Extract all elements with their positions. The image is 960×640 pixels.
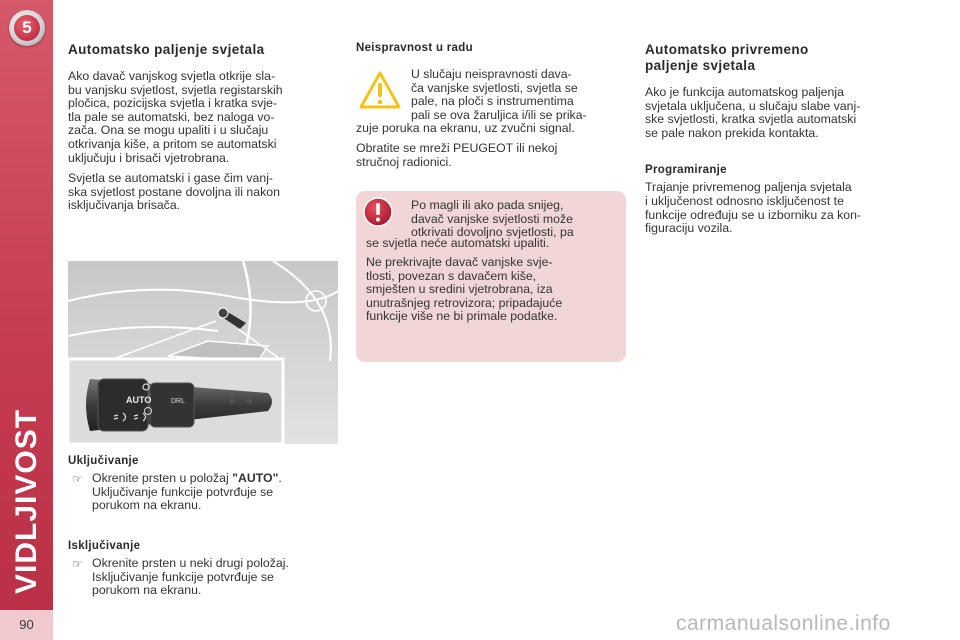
auto-position-label: "AUTO" xyxy=(232,471,279,485)
text-line: porukom na ekranu. xyxy=(92,498,202,513)
text-line: Uključivanje funkcije potvrđuje se xyxy=(92,484,274,499)
text-line: tla pale se automatski, bez naloga vo- xyxy=(68,109,275,124)
text-line: bu vanjsku svjetlost, svjetla registarskih xyxy=(68,82,283,97)
text-line: pali se ova žaruljica i/ili se prika- xyxy=(411,107,587,122)
paragraph-programming xyxy=(645,181,915,235)
malfunction-warning-text-cont: zuje poruka na ekranu, uz zvučni signal. xyxy=(356,121,575,135)
text-line: Okrenite prsten u neki drugi položaj. xyxy=(92,556,289,570)
section-heading-malfunction: Neispravnost u radu xyxy=(356,42,473,54)
text-line: uključuju i brisači vjetrobrana. xyxy=(68,150,230,165)
text-line: unutrašnjeg retrovizora; pripadajuće xyxy=(366,295,563,310)
text-line: ske svjetlosti, kratka svjetla automatski xyxy=(645,112,857,127)
text-line: Ako davač vanjskog svjetla otkrije sla- xyxy=(68,69,276,83)
paragraph-auto-lights-1 xyxy=(68,70,338,165)
text-line: Ako je funkcija automatskog paljenja xyxy=(645,85,844,99)
exclamation-circle-icon xyxy=(363,197,393,227)
text-line: Trajanje privremenog paljenja svjetala xyxy=(645,180,852,195)
text-line: isključivanja brisača. xyxy=(68,198,181,213)
text-line: Isključivanje funkcije potvrđuje se xyxy=(92,569,274,584)
text-line: Ne prekrivajte davač vanjske svje- xyxy=(366,255,553,269)
page-number-box xyxy=(0,610,53,640)
chapter-title: VIDLJIVOST xyxy=(10,408,43,594)
text-line: i uključenost odnosno isključenost te xyxy=(645,193,844,208)
text-line: pale, na ploči s instrumentima xyxy=(411,94,574,109)
off-heading: Isključivanje xyxy=(68,540,141,552)
watermark: carmanualsonline.info xyxy=(676,612,891,635)
text-line: tlosti, povezan s davačem kiše, xyxy=(366,268,537,283)
fog-snow-note-text xyxy=(411,199,616,240)
on-instructions xyxy=(92,472,338,513)
text-line: smješten u sredini vjetrobrana, iza xyxy=(366,282,553,297)
text-line: figuraciju vozila. xyxy=(645,221,733,236)
programming-heading: Programiranje xyxy=(645,164,727,177)
text-line: svjetala uključena, u slučaju slabe vanj- xyxy=(645,98,861,113)
text-line: otkrivanja kiše, a pritom se automatski xyxy=(68,136,277,151)
text-line: funkcije određuju se u izborniku za kon- xyxy=(645,207,862,222)
warning-triangle-icon xyxy=(358,70,402,110)
text-line: Svjetla se automatski i gase čim vanj- xyxy=(68,171,274,186)
lighting-stalk-illustration xyxy=(68,261,338,444)
paragraph-auto-lights-2 xyxy=(68,172,338,213)
pointer-bullet-icon: ☞ xyxy=(72,472,83,486)
on-heading: Uključivanje xyxy=(68,455,139,467)
page-number: 90 xyxy=(19,617,34,632)
section-heading-temporary-lights xyxy=(645,42,915,74)
malfunction-warning-text xyxy=(411,68,626,122)
text-line: davač vanjske svjetlosti može xyxy=(411,211,573,226)
left-column xyxy=(68,42,338,213)
text-line: Obratite se mreži PEUGEOT ili nekoj xyxy=(356,141,558,155)
pointer-bullet-icon: ☞ xyxy=(72,557,83,571)
right-column xyxy=(645,42,915,236)
text-line: ča vanjske svjetlosti, svjetla se xyxy=(411,80,578,95)
chapter-sidebar xyxy=(0,0,53,610)
text-line: ska svjetlost postane dovoljna ili nakon xyxy=(68,184,280,199)
text-line: . xyxy=(278,471,282,485)
text-line: funkcije više ne bi primale podatke. xyxy=(366,309,558,324)
paragraph-temporary-lights xyxy=(645,86,915,140)
auto-label: AUTO xyxy=(126,395,152,405)
text-line: U slučaju neispravnosti dava- xyxy=(411,67,572,81)
stalk-drawing xyxy=(68,261,338,444)
text-line: Okrenite prsten u položaj xyxy=(92,471,233,485)
chapter-number: 5 xyxy=(14,15,40,41)
chapter-badge xyxy=(9,10,45,46)
heading-line: Automatsko privremeno xyxy=(645,42,809,57)
middle-column xyxy=(356,42,626,54)
text-line: zača. Ona se mogu upaliti i u slučaju xyxy=(68,123,269,138)
fog-snow-note-text-cont: se svjetla neće automatski upaliti. xyxy=(366,236,550,250)
section-heading-auto-lights: Automatsko paljenje svjetala xyxy=(68,42,265,57)
text-line: pločica, pozicijska svjetla i kratka svje- xyxy=(68,96,278,111)
contact-dealer-text xyxy=(356,142,626,169)
drl-label: DRL xyxy=(171,398,186,405)
text-line: Po magli ili ako pada snijeg, xyxy=(411,198,564,212)
text-line: se pale nakon prekida kontakta. xyxy=(645,125,819,140)
heading-line: paljenje svjetala xyxy=(645,58,756,73)
text-line: porukom na ekranu. xyxy=(92,583,202,598)
text-line: otkrivati dovoljno svjetlosti, pa xyxy=(411,225,574,240)
off-instructions xyxy=(92,557,338,598)
text-line: stručnoj radionici. xyxy=(356,154,452,169)
sensor-cover-note-text xyxy=(366,256,616,324)
